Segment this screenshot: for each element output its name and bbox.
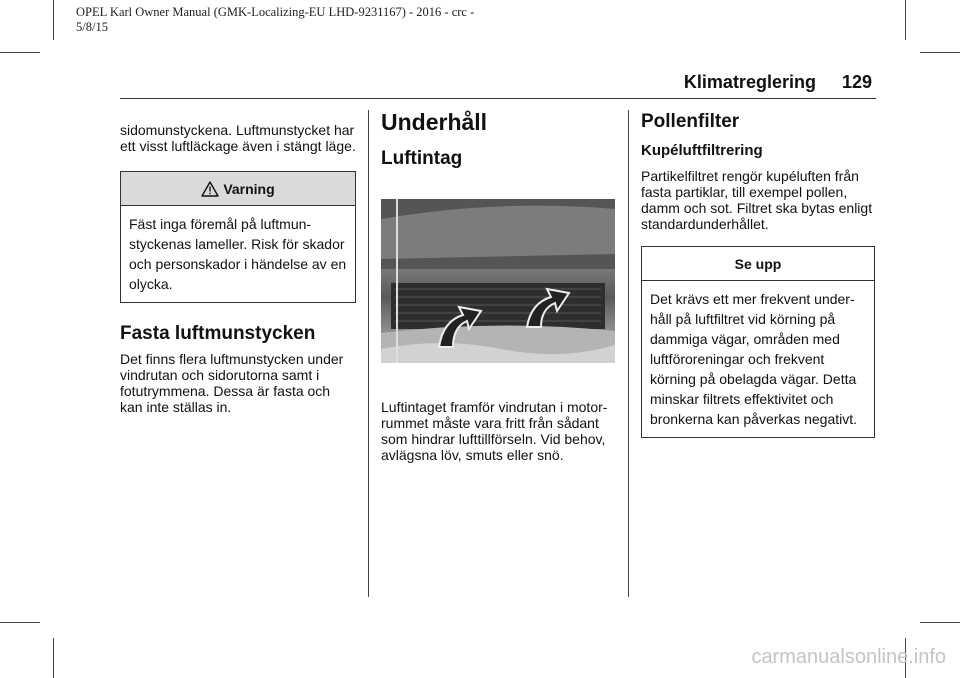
warning-box-header: [121, 172, 355, 206]
section-title: Klimatreglering: [683, 72, 816, 92]
watermark: carmanualsonline.info: [751, 646, 946, 668]
section-heading: Pollenfilter: [641, 111, 740, 132]
section-heading: Fasta luftmunstycken: [120, 323, 316, 344]
crop-mark: [0, 52, 40, 53]
header-rule: [120, 98, 876, 99]
subsection-heading: Luftintag: [381, 148, 463, 169]
intro-paragraph: sidomunstyckena. Luftmunstycket har ett visst luftläckage även i stängt läge.: [120, 122, 356, 154]
page-number: 129: [841, 72, 872, 92]
chapter-heading: Underhåll: [381, 109, 488, 135]
warning-triangle-icon: [201, 181, 219, 197]
subsection-heading: Kupéluftfiltrering: [641, 142, 763, 159]
crop-mark: [905, 0, 906, 40]
column-2-lower: [381, 385, 615, 477]
caution-text: Det krävs ett mer frekvent under-håll på luftfiltret vid körning på dammiga vägar, områden med luftföroreningar och frekvent körning på obelagda vägar. Detta minskar filtrets effektivitet och bronkerna kan påverkas negativt.: [650, 291, 858, 427]
crop-mark: [920, 622, 960, 623]
column-1: [120, 108, 356, 429]
crop-mark: [920, 52, 960, 53]
warning-box: [120, 171, 356, 303]
body-paragraph: Det finns flera luftmunstycken under vindrutan och sidorutorna samt i fotutrymmena. Dessa är fasta och kan inte ställas in.: [120, 351, 344, 415]
running-header: [684, 71, 872, 93]
air-intake-photo: [381, 199, 615, 363]
column-3: [641, 108, 875, 438]
body-paragraph: Partikelfiltret rengör kupéluften från fasta partiklar, till exempel pollen, damm och sot. Filtret ska bytas enligt standardunderhållet.: [641, 168, 873, 232]
warning-title: Varning: [223, 180, 275, 197]
crop-mark: [53, 0, 54, 40]
figure-caption: Luftintaget framför vindrutan i motor-rummet måste vara fritt från sådant som hindrar lufttillförseln. Vid behov, avlägsna löv, smuts eller snö.: [381, 399, 608, 463]
column-divider: [368, 110, 369, 597]
caution-box: [641, 246, 875, 438]
air-intake-illustration: [381, 199, 615, 363]
caution-box-header: Se upp: [642, 247, 874, 281]
document-info: OPEL Karl Owner Manual (GMK-Localizing-EU LHD-9231167) - 2016 - crc - 5/8/15: [76, 5, 475, 34]
column-2: [381, 108, 615, 170]
crop-mark: [0, 622, 40, 623]
warning-text: Fäst inga föremål på luftmun-styckenas lameller. Risk för skador och personskador i händelse av en olycka.: [129, 216, 347, 292]
column-divider: [628, 110, 629, 597]
crop-mark: [53, 638, 54, 678]
